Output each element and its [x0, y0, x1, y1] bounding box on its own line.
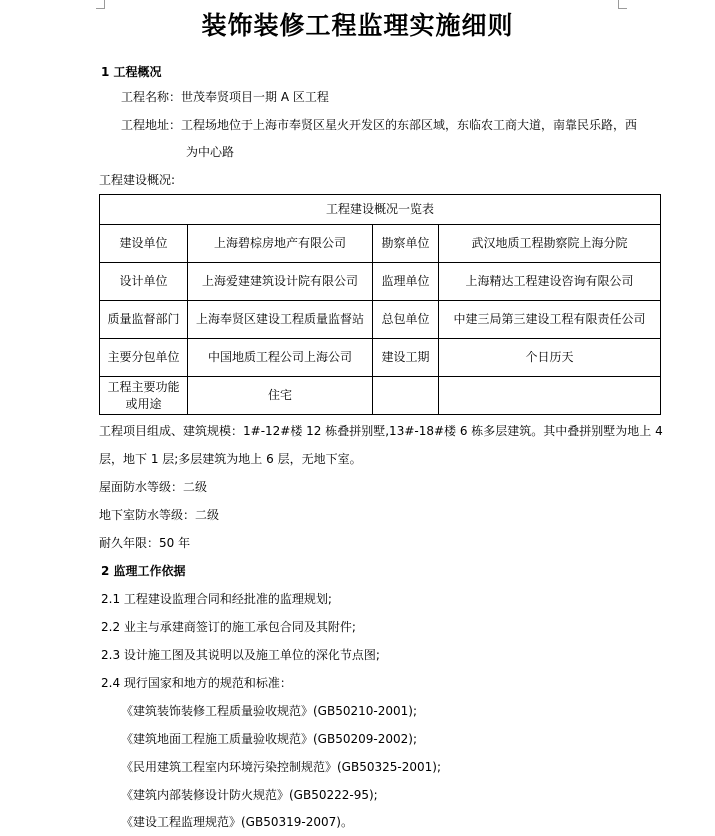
basis-item: 2.3 设计施工图及其说明以及施工单位的深化节点图;: [101, 648, 380, 662]
table-cell-label: 质量监督部门: [100, 301, 188, 339]
table-row: [100, 339, 661, 377]
table-row: [100, 225, 661, 263]
table-cell-label: 建设单位: [100, 225, 188, 263]
table-cell-label: 监理单位: [373, 263, 439, 301]
table-cell-value: 上海碧棕房地产有限公司: [188, 225, 373, 263]
basis-item: 2.2 业主与承建商签订的施工承包合同及其附件;: [101, 620, 356, 634]
section-1-heading: 1 工程概况: [101, 65, 162, 79]
table-cell-label: 主要分包单位: [100, 339, 188, 377]
table-row: [100, 377, 661, 415]
table-caption-row: [100, 195, 661, 225]
basis-item: 2.1 工程建设监理合同和经批准的监理规划;: [101, 592, 332, 606]
table-row: [100, 301, 661, 339]
standard-item: 《建设工程监理规范》(GB50319-2007)。: [121, 815, 353, 829]
table-cell-label: [373, 377, 439, 415]
table-row: [100, 263, 661, 301]
table-cell-label: 设计单位: [100, 263, 188, 301]
durability-years: 耐久年限：50 年: [99, 536, 191, 550]
table-cell-value: 上海奉贤区建设工程质量监督站: [188, 301, 373, 339]
standard-item: 《建筑地面工程施工质量验收规范》(GB50209-2002);: [121, 732, 417, 746]
table-cell-label: 总包单位: [373, 301, 439, 339]
roof-waterproof-grade: 屋面防水等级：二级: [99, 480, 208, 494]
table-cell-label: 建设工期: [373, 339, 439, 377]
table-cell-label: 工程主要功能或用途: [100, 377, 188, 415]
composition-line-1: 工程项目组成、建筑规模：1#-12#楼 12 栋叠拼别墅,13#-18#楼 6 栋多层建筑。其中叠拼别墅为地上 4: [99, 424, 663, 438]
table-cell-value: [439, 377, 661, 415]
table-cell-value: 武汉地质工程勘察院上海分院: [439, 225, 661, 263]
table-caption: 工程建设概况一览表: [100, 195, 661, 225]
overview-label: 工程建设概况:: [99, 173, 176, 187]
table-cell-value: 个日历天: [439, 339, 661, 377]
project-address-line-2: 为中心路: [186, 145, 235, 159]
standard-item: 《建筑装饰装修工程质量验收规范》(GB50210-2001);: [121, 704, 417, 718]
standard-item: 《民用建筑工程室内环境污染控制规范》(GB50325-2001);: [121, 760, 441, 774]
standard-item: 《建筑内部装修设计防火规范》(GB50222-95);: [121, 788, 378, 802]
table-cell-value: 中建三局第三建设工程有限责任公司: [439, 301, 661, 339]
project-overview-table: [99, 194, 661, 415]
section-2-heading: 2 监理工作依据: [101, 564, 186, 578]
table-cell-value: 中国地质工程公司上海公司: [188, 339, 373, 377]
document-title: 装饰装修工程监理实施细则: [201, 11, 514, 40]
project-address-line-1: 工程地址：工程场地位于上海市奉贤区星火开发区的东部区域，东临农工商大道，南靠民乐路，西: [121, 118, 638, 132]
table-cell-value: 上海精达工程建设咨询有限公司: [439, 263, 661, 301]
table-cell-label: 勘察单位: [373, 225, 439, 263]
basis-item: 2.4 现行国家和地方的规范和标准：: [101, 676, 292, 690]
composition-line-2: 层，地下 1 层;多层建筑为地上 6 层，无地下室。: [99, 452, 362, 466]
table-cell-value: 住宅: [188, 377, 373, 415]
table-cell-value: 上海爱建建筑设计院有限公司: [188, 263, 373, 301]
project-name: 工程名称：世茂奉贤项目一期 A 区工程: [121, 90, 329, 104]
basement-waterproof-grade: 地下室防水等级：二级: [99, 508, 220, 522]
